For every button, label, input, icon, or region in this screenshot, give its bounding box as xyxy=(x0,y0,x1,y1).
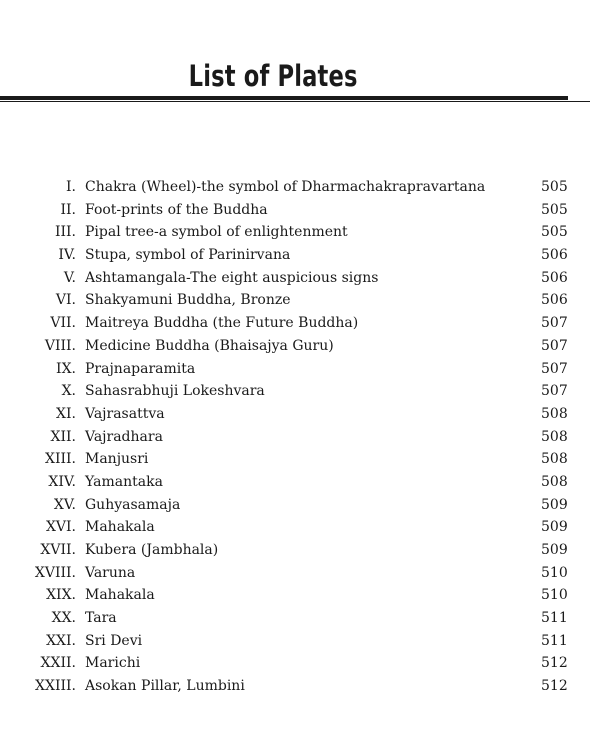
plate-page-number: 508 xyxy=(541,405,568,422)
plate-page-number: 508 xyxy=(541,428,568,445)
plate-page-number: 509 xyxy=(541,542,568,558)
plate-entry xyxy=(0,539,600,562)
plate-numeral: VIII. xyxy=(44,337,76,354)
plate-numeral: XX. xyxy=(51,610,76,627)
plate-numeral: XXII. xyxy=(40,655,76,672)
plate-caption: Mahakala xyxy=(85,519,155,536)
plate-numeral: IX. xyxy=(56,360,76,377)
plate-page-number: 506 xyxy=(541,269,568,286)
plate-caption: Vajrasattva xyxy=(85,405,165,422)
plate-page-number: 505 xyxy=(541,179,568,195)
plate-caption: Vajradhara xyxy=(85,428,163,445)
plate-page-number: 506 xyxy=(541,247,568,264)
plate-caption: Pipal tree-a symbol of enlightenment xyxy=(85,224,348,241)
plate-numeral: I. xyxy=(66,179,76,195)
plate-caption: Sri Devi xyxy=(85,632,143,649)
plate-caption: Sahasrabhuji Lokeshvara xyxy=(85,383,265,400)
plate-numeral: XVII. xyxy=(40,542,76,558)
plate-entry xyxy=(0,426,600,449)
plate-page-number: 507 xyxy=(541,383,568,400)
plate-page-number: 505 xyxy=(541,224,568,241)
plate-entry xyxy=(0,176,600,199)
plate-page-number: 507 xyxy=(541,315,568,332)
plate-entry xyxy=(0,471,600,494)
plate-caption: Medicine Buddha (Bhaisajya Guru) xyxy=(85,337,334,354)
plate-page-number: 510 xyxy=(541,564,568,581)
plate-caption: Foot-prints of the Buddha xyxy=(85,201,268,218)
plates-list xyxy=(0,176,600,698)
plate-caption: Marichi xyxy=(85,655,141,672)
plate-entry xyxy=(0,630,600,653)
title-rule-thin xyxy=(0,101,590,102)
plate-numeral: XIV. xyxy=(48,473,76,490)
plate-numeral: XVI. xyxy=(45,519,76,536)
plate-page-number: 506 xyxy=(541,292,568,309)
plate-entry xyxy=(0,335,600,358)
plate-caption: Guhyasamaja xyxy=(85,496,181,513)
plate-caption: Kubera (Jambhala) xyxy=(85,542,219,558)
plate-numeral: II. xyxy=(60,201,76,218)
plate-page-number: 507 xyxy=(541,360,568,377)
plate-caption: Maitreya Buddha (the Future Buddha) xyxy=(85,315,359,332)
title-rule-thick xyxy=(0,96,568,100)
plate-numeral: IV. xyxy=(58,247,76,264)
plate-entry xyxy=(0,358,600,381)
plate-caption: Shakyamuni Buddha, Bronze xyxy=(85,292,291,309)
plate-caption: Mahakala xyxy=(85,587,155,604)
plate-numeral: VII. xyxy=(50,315,76,332)
plate-numeral: III. xyxy=(54,224,76,241)
plate-entry xyxy=(0,584,600,607)
plate-caption: Varuna xyxy=(85,564,136,581)
plate-entry xyxy=(0,267,600,290)
plate-entry xyxy=(0,244,600,267)
plate-page-number: 509 xyxy=(541,519,568,536)
plate-caption: Tara xyxy=(85,610,117,627)
plate-caption: Asokan Pillar, Lumbini xyxy=(85,678,245,695)
plate-entry xyxy=(0,380,600,403)
plate-numeral: XIII. xyxy=(44,451,76,468)
plate-numeral: XII. xyxy=(50,428,76,445)
page-title: List of Plates xyxy=(188,59,358,93)
plate-entry xyxy=(0,312,600,335)
plate-entry xyxy=(0,448,600,471)
plate-page-number: 508 xyxy=(541,451,568,468)
plate-numeral: XXIII. xyxy=(35,678,76,695)
plate-entry xyxy=(0,562,600,585)
plate-page-number: 512 xyxy=(541,655,568,672)
plate-numeral: X. xyxy=(61,383,76,400)
plate-entry xyxy=(0,652,600,675)
plate-caption: Stupa, symbol of Parinirvana xyxy=(85,247,291,264)
plate-numeral: XI. xyxy=(56,405,76,422)
plate-numeral: VI. xyxy=(55,292,76,309)
plate-entry xyxy=(0,516,600,539)
plate-entry xyxy=(0,221,600,244)
plate-caption: Manjusri xyxy=(85,451,149,468)
plate-caption: Prajnaparamita xyxy=(85,360,196,377)
plate-numeral: XXI. xyxy=(46,632,76,649)
plate-entry xyxy=(0,289,600,312)
plate-page-number: 511 xyxy=(541,610,568,627)
plate-page-number: 511 xyxy=(541,632,568,649)
plate-entry xyxy=(0,199,600,222)
plate-page-number: 512 xyxy=(541,678,568,695)
plate-page-number: 508 xyxy=(541,473,568,490)
plate-page-number: 507 xyxy=(541,337,568,354)
plate-numeral: XV. xyxy=(53,496,76,513)
plate-page-number: 510 xyxy=(541,587,568,604)
plate-numeral: V. xyxy=(63,269,76,286)
plate-entry xyxy=(0,675,600,698)
plate-numeral: XVIII. xyxy=(34,564,76,581)
plate-entry xyxy=(0,403,600,426)
plate-page-number: 505 xyxy=(541,201,568,218)
plate-entry xyxy=(0,494,600,517)
plate-caption: Chakra (Wheel)-the symbol of Dharmachakrapravartana xyxy=(85,179,486,195)
plate-caption: Ashtamangala-The eight auspicious signs xyxy=(85,269,379,286)
plate-entry xyxy=(0,607,600,630)
plate-caption: Yamantaka xyxy=(85,473,163,490)
plate-page-number: 509 xyxy=(541,496,568,513)
plate-numeral: XIX. xyxy=(46,587,76,604)
